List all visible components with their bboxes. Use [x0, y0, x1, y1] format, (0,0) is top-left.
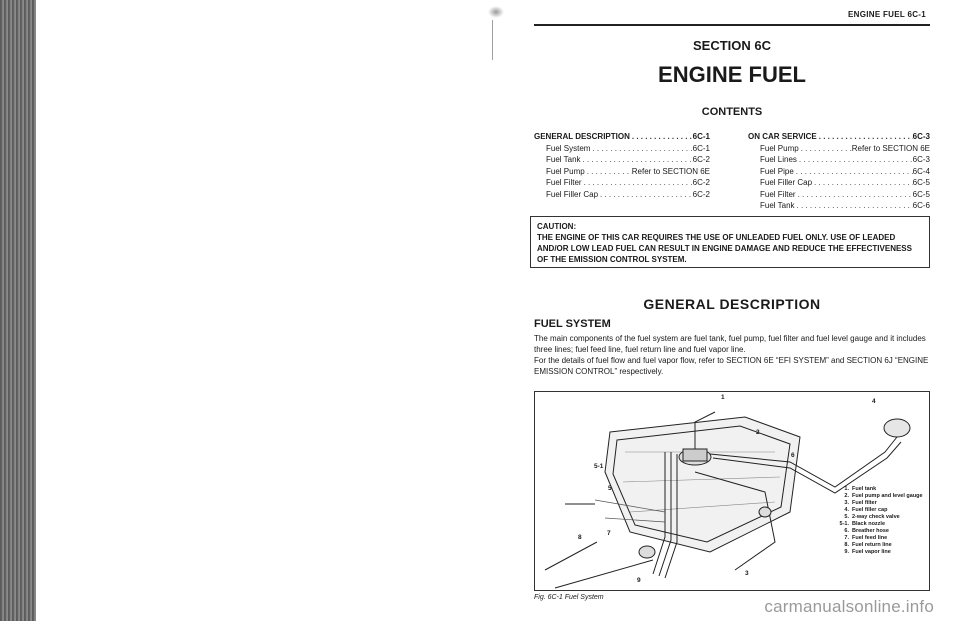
callout-label: 6	[791, 452, 795, 459]
caution-box	[530, 216, 930, 268]
toc-item[interactable]: Fuel Filler Cap . . . 6C-5	[748, 177, 930, 189]
caution-text: THE ENGINE OF THIS CAR REQUIRES THE USE OF UNLEADED FUEL ONLY. USE OF LEADED AND/OR LOW LEAD FUEL CAN RESULT IN ENGINE DAMAGE AND REDUCE THE EFFECTIVENESS OF THE EMISSION CONTROL SYSTEM.	[537, 233, 912, 264]
toc-item[interactable]: Fuel System . . . 6C-1	[534, 143, 710, 155]
callout-label: 2	[756, 429, 760, 436]
legend-item: 3. Fuel filter	[844, 500, 877, 506]
toc-item[interactable]: Fuel Lines . . . 6C-3	[748, 154, 930, 166]
gutter-line	[492, 20, 493, 60]
toc-item[interactable]: Fuel Pump . . . Refer to SECTION 6E	[748, 143, 930, 155]
callout-label: 5-1	[594, 463, 604, 470]
toc-item[interactable]: Fuel Tank . . . 6C-6	[748, 200, 930, 212]
toc-item[interactable]: GENERAL DESCRIPTION . . . 6C-1	[534, 131, 710, 143]
callout-label: 7	[607, 530, 611, 537]
header-rule	[534, 24, 930, 26]
callout-label: 3	[745, 570, 749, 577]
fuel-system-figure	[534, 391, 930, 591]
contents-title: CONTENTS	[701, 106, 763, 118]
callout-label: 5	[608, 485, 612, 492]
body-text	[534, 333, 934, 377]
figure-caption: Fig. 6C-1 Fuel System	[534, 594, 604, 601]
legend-item: 7. Fuel feed line	[844, 535, 888, 541]
scan-mark	[488, 6, 504, 18]
section-title: ENGINE FUEL	[658, 62, 806, 87]
legend-item: 4. Fuel filler cap	[844, 507, 888, 513]
toc-item[interactable]: Fuel Pipe . . . 6C-4	[748, 166, 930, 178]
legend-item: 2. Fuel pump and level gauge	[844, 493, 923, 499]
callout-label: 8	[578, 534, 582, 541]
body-paragraph: For the details of fuel flow and fuel vapor flow, refer to SECTION 6E “EFI SYSTEM” and SECTION 6J “ENGINE EMISSION CONTROL” respectively.	[534, 356, 929, 376]
callout-label: 9	[637, 577, 641, 584]
book-binding-edge	[0, 0, 36, 621]
watermark[interactable]: carmanualsonline.info	[764, 597, 934, 616]
callout-label: 1	[721, 394, 725, 401]
legend-item: 8. Fuel return line	[844, 542, 892, 548]
general-description-heading: GENERAL DESCRIPTION	[643, 296, 821, 312]
legend-item: 5-1. Black nozzle	[839, 521, 886, 527]
page-header: ENGINE FUEL 6C-1	[848, 10, 926, 19]
caution-title: CAUTION:	[537, 222, 577, 231]
legend-item: 6. Breather hose	[844, 528, 889, 534]
legend-item: 9. Fuel vapor line	[844, 549, 891, 555]
callout-label: 4	[872, 398, 876, 405]
toc-item[interactable]: Fuel Filter . . . 6C-5	[748, 189, 930, 201]
toc-item[interactable]: Fuel Filter . . . 6C-2	[534, 177, 710, 189]
figure-legend	[835, 486, 923, 556]
legend-item: 1. Fuel tank	[844, 486, 877, 492]
toc-left-column	[534, 131, 710, 200]
toc-item[interactable]: Fuel Pump . . . Refer to SECTION 6E	[534, 166, 710, 178]
toc-item[interactable]: Fuel Filler Cap . . . 6C-2	[534, 189, 710, 201]
toc-item[interactable]: ON CAR SERVICE . . . 6C-3	[748, 131, 930, 143]
body-paragraph: The main components of the fuel system are fuel tank, fuel pump, fuel filter and fuel level gauge and it includes three lines; fuel feed line, fuel return line and fuel vapor line.	[534, 334, 926, 354]
toc-right-column	[748, 131, 930, 212]
section-label: SECTION 6C	[692, 38, 771, 53]
toc-item[interactable]: Fuel Tank . . . 6C-2	[534, 154, 710, 166]
legend-item: 5. 2-way check valve	[844, 514, 900, 520]
fuel-system-heading: FUEL SYSTEM	[534, 318, 611, 330]
